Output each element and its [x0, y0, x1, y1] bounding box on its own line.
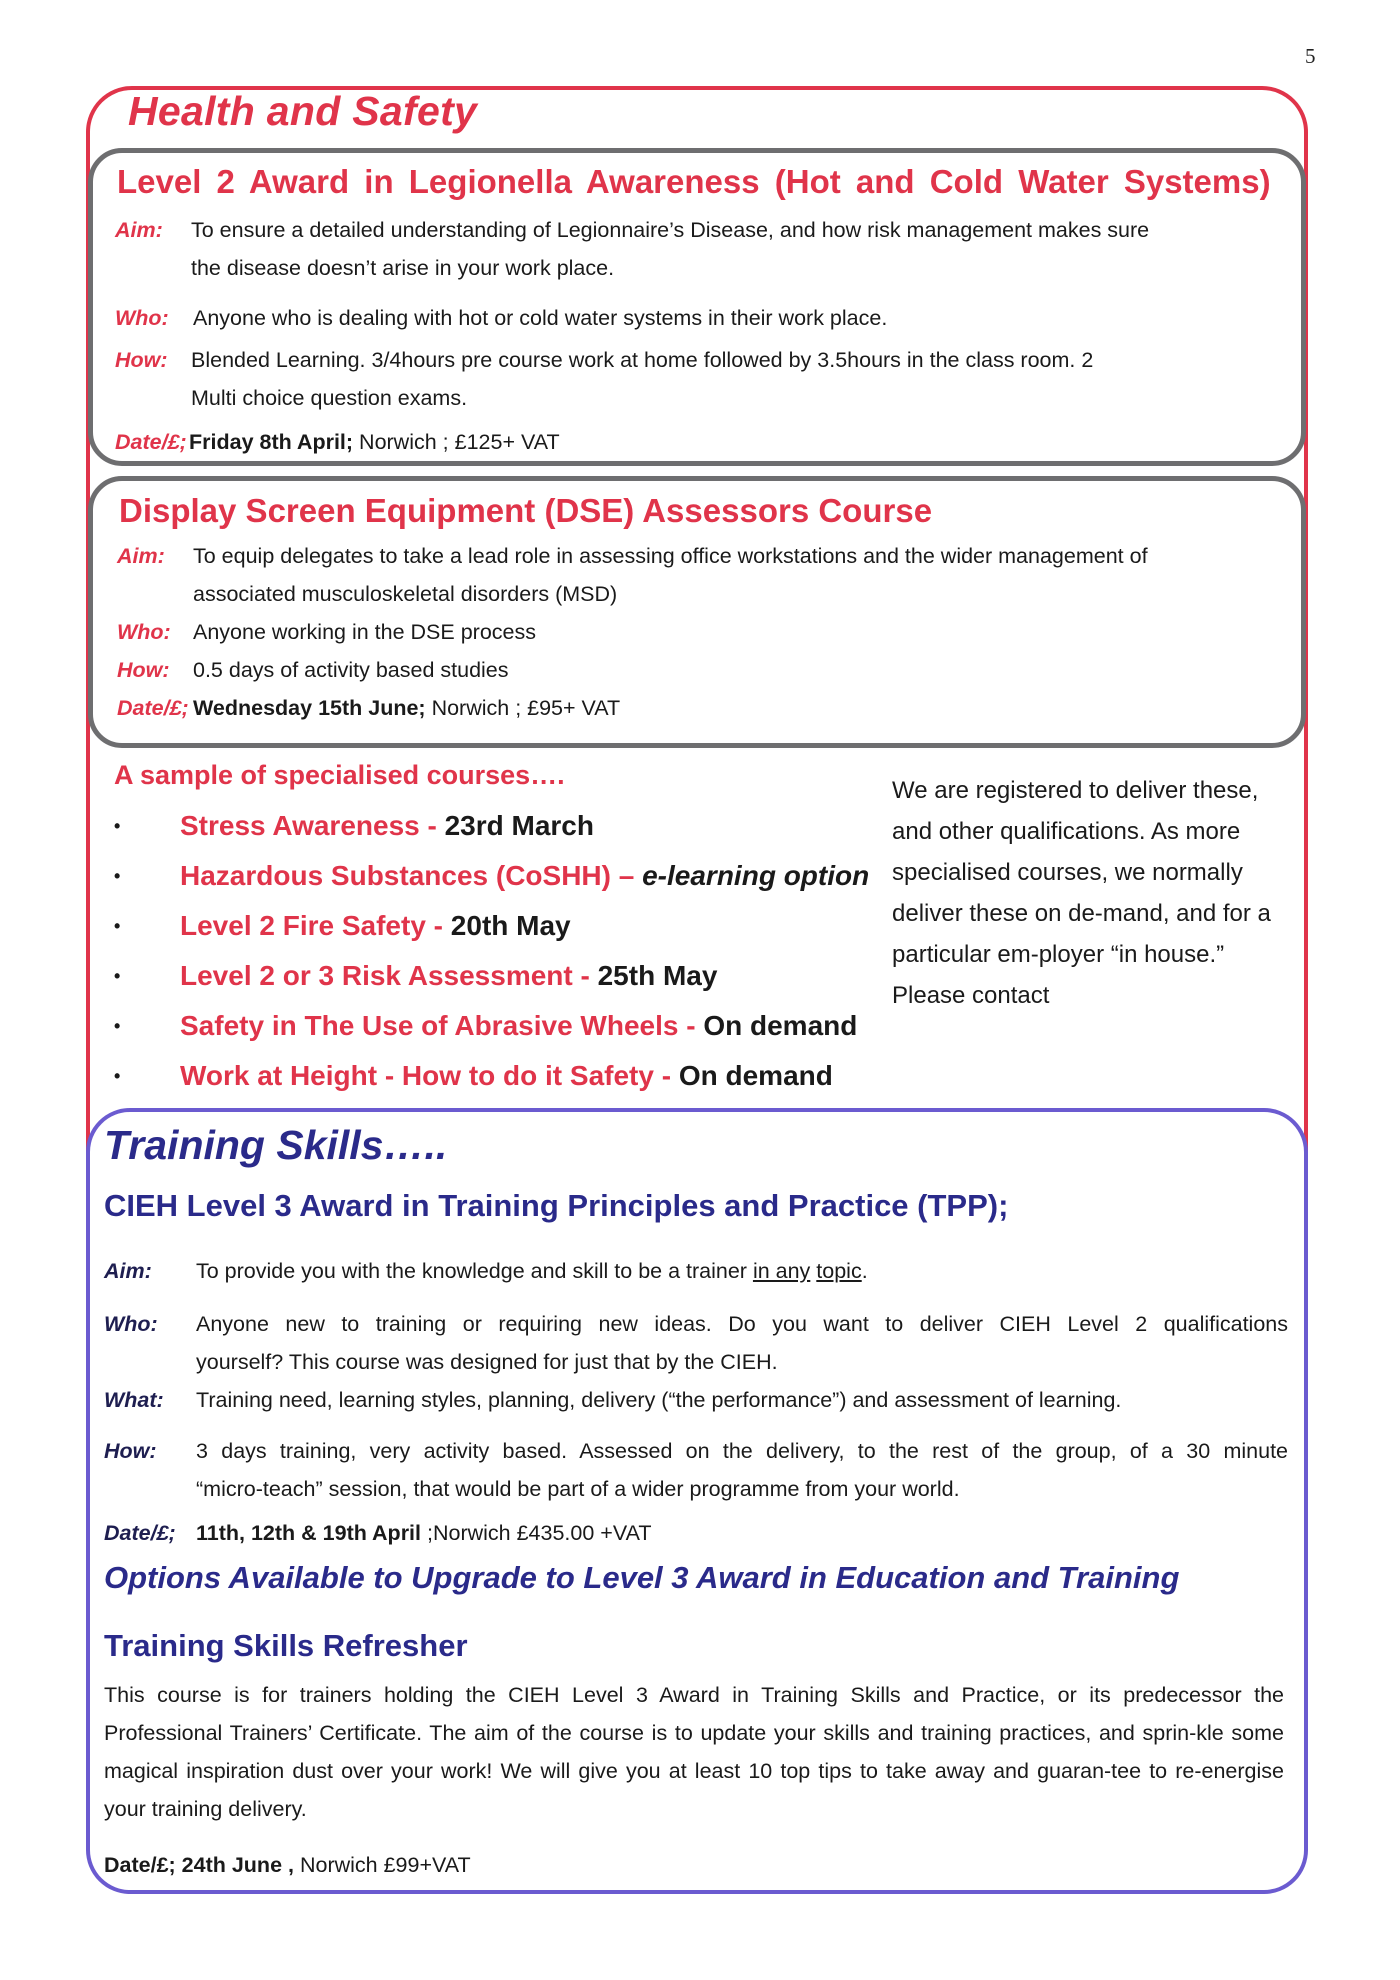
who-text: Anyone who is dealing with hot or cold water systems in their work place.: [193, 306, 888, 330]
who-text-line1: Anyone new to training or requiring new ideas. Do you want to deliver CIEH Level 2 qualifications: [196, 1312, 1288, 1336]
course-name: [180, 860, 869, 892]
bullet-icon: •: [114, 1066, 121, 1086]
specialised-heading: A sample of specialised courses….: [114, 760, 565, 790]
how-label: How:: [104, 1439, 157, 1463]
who-label: Who:: [117, 620, 171, 644]
date-label: Date/£;: [117, 696, 189, 720]
legionella-course-box: [88, 148, 1306, 466]
date-rest: Norwich £99+VAT: [293, 1853, 471, 1877]
tpp-course-title: CIEH Level 3 Award in Training Principles and Practice (TPP);: [104, 1188, 1009, 1223]
course-name-text: Level 2 or 3 Risk Assessment -: [180, 960, 598, 991]
aim-text-line2: associated musculoskeletal disorders (MSD): [193, 582, 618, 606]
who-text: Anyone working in the DSE process: [193, 620, 536, 644]
bullet-icon: •: [114, 816, 121, 836]
course-name: [180, 1010, 857, 1042]
date-bold: Friday 8th April;: [189, 430, 354, 454]
refresher-date: [104, 1846, 471, 1884]
how-text-line1: Blended Learning. 3/4hours pre course work at home followed by 3.5hours in the class room. 2: [191, 348, 1094, 372]
course-date: On demand: [678, 1060, 833, 1091]
date-label: Date/£;: [115, 430, 187, 454]
aim-label: Aim:: [104, 1259, 152, 1283]
bullet-icon: •: [114, 1016, 121, 1036]
how-text: 0.5 days of activity based studies: [193, 658, 509, 682]
date-bold: Date/£; 24th June ,: [104, 1853, 294, 1877]
course-name: [180, 960, 717, 992]
course-date: e-learning option: [642, 860, 870, 891]
aim-label: Aim:: [115, 218, 163, 242]
course-date: On demand: [703, 1010, 858, 1041]
aim-text-pre: To provide you with the knowledge and skill to be a trainer: [196, 1259, 753, 1283]
bullet-icon: •: [114, 916, 121, 936]
date-rest: Norwich ; £95+ VAT: [425, 696, 621, 720]
what-text: Training need, learning styles, planning, delivery (“the performance”) and assessment of learning.: [196, 1388, 1122, 1412]
how-text-line2: “micro-teach” session, that would be part of a wider programme from your world.: [196, 1477, 960, 1501]
course-name-text: Safety in The Use of Abrasive Wheels -: [180, 1010, 704, 1041]
date-bold: Wednesday 15th June;: [193, 696, 426, 720]
aim-underline-2: topic: [816, 1259, 862, 1283]
options-heading: Options Available to Upgrade to Level 3 Award in Education and Training: [104, 1560, 1180, 1595]
bullet-icon: •: [114, 866, 121, 886]
aim-text-line1: To ensure a detailed understanding of Legionnaire’s Disease, and how risk management makes sure: [191, 218, 1150, 242]
how-label: How:: [115, 348, 168, 372]
date-text: [193, 689, 620, 727]
course-name: [180, 1060, 833, 1092]
what-label: What:: [104, 1388, 164, 1412]
aim-text-line1: To equip delegates to take a lead role in assessing office workstations and the wider management of: [193, 544, 1148, 568]
page-number: 5: [1305, 44, 1316, 68]
date-text: [196, 1514, 651, 1552]
aim-end: .: [861, 1259, 868, 1283]
aim-text-line2: the disease doesn’t arise in your work place.: [191, 256, 615, 280]
legionella-course-title: Level 2 Award in Legionella Awareness (Hot and Cold Water Systems): [117, 163, 1271, 200]
date-label: Date/£;: [104, 1521, 176, 1545]
course-name: [180, 910, 571, 942]
specialised-note: We are registered to deliver these, and other qualifications. As more specialised courses, we normally deliver these on de-mand, and for a particular em-ployer “in house.” Please contact: [892, 777, 1271, 1009]
course-name-text: Work at Height - How to do it Safety -: [180, 1060, 679, 1091]
course-name: [180, 810, 594, 842]
dse-course-box: [88, 476, 1306, 748]
who-label: Who:: [115, 306, 169, 330]
who-label: Who:: [104, 1312, 158, 1336]
course-name-text: Level 2 Fire Safety -: [180, 910, 451, 941]
how-text-line1: 3 days training, very activity based. Assessed on the delivery, to the rest of the group, of a 30 minute: [196, 1439, 1288, 1463]
course-date: 23rd March: [444, 810, 594, 841]
aim-label: Aim:: [117, 544, 165, 568]
aim-underline-1: in any: [752, 1259, 811, 1283]
course-date: 25th May: [597, 960, 718, 991]
health-safety-title: Health and Safety: [128, 88, 478, 134]
date-rest: ;Norwich £435.00 +VAT: [421, 1521, 652, 1545]
course-name-text: Hazardous Substances (CoSHH) –: [180, 860, 643, 891]
refresher-paragraph: This course is for trainers holding the CIEH Level 3 Award in Training Skills and Practice, or its predecessor the Professional Trainers’ Certificate. The aim of the course is to update your skills and training practices, and sprin-kle some magical inspiration dust over your work! We will give you at least 10 top tips to take away and guaran-tee to re-energise your training delivery.: [104, 1683, 1284, 1821]
date-rest: Norwich ; £125+ VAT: [353, 430, 560, 454]
dse-course-title: Display Screen Equipment (DSE) Assessors Course: [119, 492, 933, 529]
who-text-line2: yourself? This course was designed for just that by the CIEH.: [196, 1350, 778, 1374]
course-date: 20th May: [450, 910, 571, 941]
date-bold: 11th, 12th & 19th April: [196, 1521, 422, 1545]
training-skills-title: Training Skills…..: [104, 1122, 448, 1168]
how-label: How:: [117, 658, 170, 682]
course-name-text: Stress Awareness -: [180, 810, 445, 841]
how-text-line2: Multi choice question exams.: [191, 386, 468, 410]
aim-text: [196, 1252, 868, 1290]
bullet-icon: •: [114, 966, 121, 986]
date-text: [189, 423, 560, 461]
refresher-title: Training Skills Refresher: [104, 1628, 468, 1663]
